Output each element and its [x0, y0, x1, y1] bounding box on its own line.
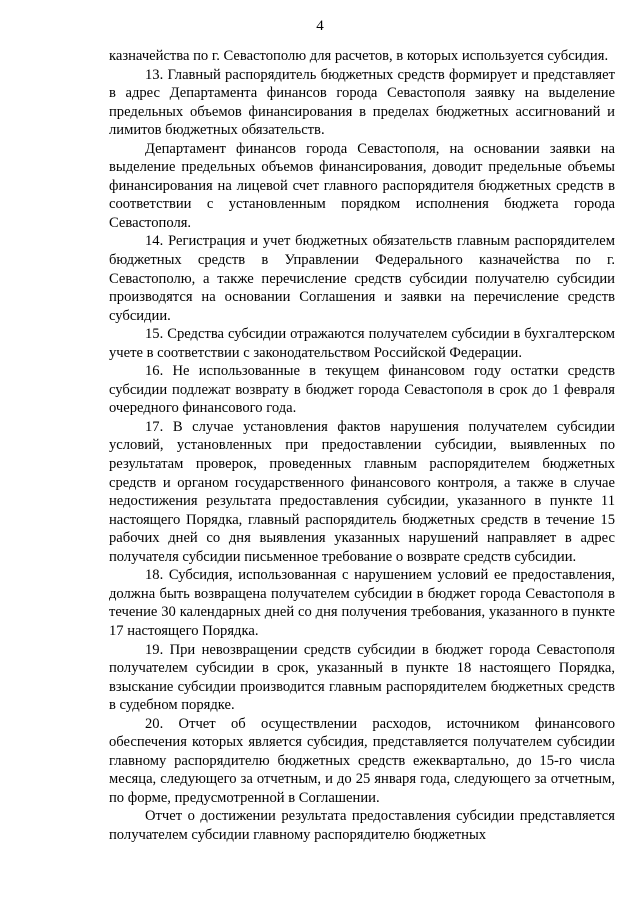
paragraph-item-14: 14. Регистрация и учет бюджетных обязательств главным распорядителем бюджетных средств в Управлении Федерального казначейства по г. Севастополю, а также перечисление средств субсидии получателю субсидии производятся на основании Соглашения и заявки на перечисление средств субсидии. — [109, 233, 615, 324]
paragraph-item-20-report: Отчет о достижении результата предоставления субсидии представляется получателем субсидии главному распорядителю бюджетных — [109, 808, 615, 843]
paragraph-item-18: 18. Субсидия, использованная с нарушением условий ее предоставления, должна быть возвращена получателем субсидии в бюджет города Севастополя в течение 30 календарных дней со дня получения требования, указанного в пункте 17 настоящего Порядка. — [109, 567, 615, 639]
paragraph-item-13-continued: Департамент финансов города Севастополя, на основании заявки на выделение предельных объемов финансирования, доводит предельные объемы финансирования на лицевой счет главного распорядителя бюджетных средств в соответствии с установленным порядком исполнения бюджета города Севастополя. — [109, 140, 615, 231]
page-number: 4 — [316, 18, 324, 34]
paragraph-item-15: 15. Средства субсидии отражаются получателем субсидии в бухгалтерском учете в соответствии с законодательством Российской Федерации. — [109, 326, 615, 361]
paragraph-item-19: 19. При невозвращении средств субсидии в бюджет города Севастополя получателем субсидии в срок, указанный в пункте 18 настоящего Порядка, взыскание субсидии производится главным распорядителем бюджетных средств в судебном порядке. — [109, 641, 615, 714]
document-body — [109, 47, 615, 845]
paragraph-item-16: 16. Не использованные в текущем финансовом году остатки средств субсидии подлежат возврату в бюджет города Севастополя в срок до 1 февраля очередного финансового года. — [109, 363, 615, 417]
paragraph-item-17: 17. В случае установления фактов нарушения получателем субсидии условий, установленных при предоставлении субсидии, выявленных по результатам проверок, проведенных главным распорядителем бюджетных средств и органом государственного финансового контроля, а также в случае недостижения результата предоставления субсидии, указанного в пункте 11 настоящего Порядка, главный распорядитель бюджетных средств в течение 15 рабочих дней со дня выявления указанных нарушений направляет в адрес получателя субсидии письменное требование о возврате средств субсидии. — [109, 418, 615, 565]
paragraph-continuation: казначейства по г. Севастополю для расчетов, в которых используется субсидия. — [109, 48, 609, 64]
paragraph-item-20: 20. Отчет об осуществлении расходов, источником финансового обеспечения которых является субсидия, представляется получателем субсидии главному распорядителю бюджетных средств ежеквартально, до 15-го числа месяца, следующего за отчетным, и до 25 января года, следующего за отчетным, по форме, предусмотренной в Соглашении. — [109, 715, 615, 806]
paragraph-item-13: 13. Главный распорядитель бюджетных средств формирует и представляет в адрес Департамента финансов города Севастополя заявку на выделение предельных объемов финансирования в пределах бюджетных ассигнований и лимитов бюджетных обязательств. — [109, 66, 615, 139]
